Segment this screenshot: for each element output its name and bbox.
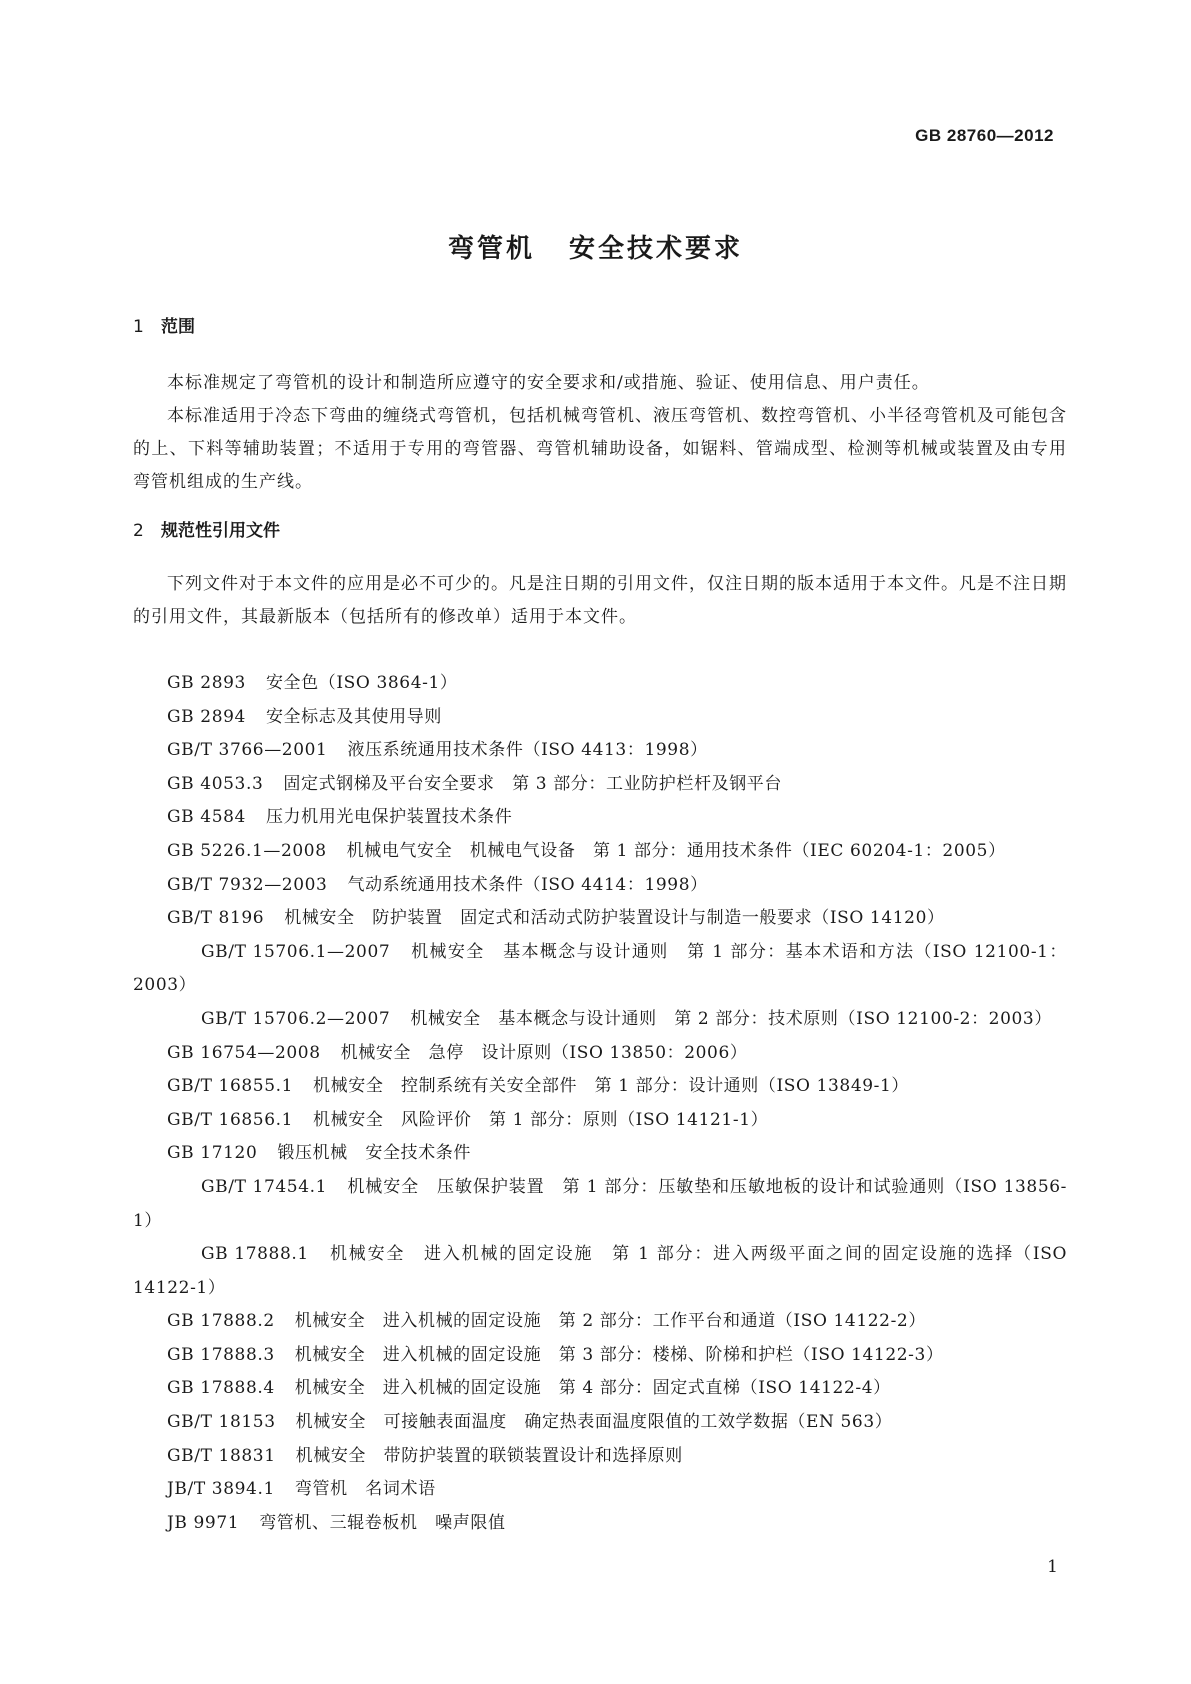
- reference-title: 机械安全 进入机械的固定设施 第 2 部分：工作平台和通道（ISO 14122-2）: [294, 1311, 926, 1332]
- reference-code: GB 2893: [167, 673, 246, 693]
- reference-title: 安全色（ISO 3864-1）: [265, 673, 458, 693]
- reference-code: GB/T 8196: [167, 908, 265, 929]
- reference-title: 压力机用光电保护装置技术条件: [265, 807, 513, 828]
- section-title: 范围: [161, 317, 195, 337]
- reference-title: 弯管机、三辊卷板机 噪声限值: [259, 1512, 506, 1533]
- reference-title: 锻压机械 安全技术条件: [277, 1143, 471, 1164]
- reference-title: 机械安全 控制系统有关安全部件 第 1 部分：设计通则（ISO 13849-1）: [313, 1076, 910, 1097]
- reference-code: GB 17888.2: [167, 1311, 275, 1332]
- reference-item: [133, 869, 1067, 903]
- reference-title: 机械安全 急停 设计原则（ISO 13850：2006）: [340, 1042, 748, 1063]
- reference-code: GB/T 16856.1: [167, 1109, 294, 1130]
- reference-item: [133, 835, 1067, 869]
- reference-code: GB 17120: [167, 1143, 258, 1164]
- section-title: 规范性引用文件: [161, 521, 280, 541]
- reference-title: 机械安全 压敏保护装置 第 1 部分：压敏垫和压敏地板的设计和试验通则（ISO 13856-1）: [133, 1176, 1067, 1231]
- reference-item: [133, 734, 1067, 768]
- reference-item: [133, 1507, 1067, 1541]
- reference-code: GB 2894: [167, 706, 246, 727]
- reference-title: 机械安全 进入机械的固定设施 第 4 部分：固定式直梯（ISO 14122-4）: [294, 1378, 891, 1399]
- reference-item: [133, 1473, 1067, 1507]
- reference-code: GB/T 16855.1: [167, 1076, 294, 1097]
- reference-item: [133, 801, 1067, 835]
- reference-item: [133, 667, 1067, 701]
- reference-code: GB/T 15706.2—2007: [201, 1008, 391, 1029]
- reference-code: GB/T 17454.1: [201, 1176, 328, 1197]
- scope-paragraph-2: 本标准适用于冷态下弯曲的缠绕式弯管机，包括机械弯管机、液压弯管机、数控弯管机、小半径弯管机及可能包含的上、下料等辅助装置；不适用于专用的弯管器、弯管机辅助设备，如锯料、管端成型、检测等机械或装置及由专用弯管机组成的生产线。: [133, 406, 1067, 492]
- reference-code: JB/T 3894.1: [167, 1479, 275, 1500]
- reference-item: [133, 1171, 1067, 1238]
- reference-title: 气动系统通用技术条件（ISO 4414：1998）: [347, 874, 708, 895]
- reference-code: GB/T 3766—2001: [167, 740, 328, 761]
- reference-title: 安全标志及其使用导则: [265, 706, 442, 727]
- reference-item: [133, 1104, 1067, 1138]
- reference-item: [133, 1339, 1067, 1373]
- reference-code: GB 5226.1—2008: [167, 840, 327, 861]
- reference-item: [133, 1305, 1067, 1339]
- title-part-2: 安全技术要求: [569, 234, 744, 264]
- document-title: [0, 228, 1191, 265]
- references-intro-paragraph: 下列文件对于本文件的应用是必不可少的。凡是注日期的引用文件，仅注日期的版本适用于本文件。凡是不注日期的引用文件，其最新版本（包括所有的修改单）适用于本文件。: [133, 574, 1067, 627]
- reference-title: 机械安全 防护装置 固定式和活动式防护装置设计与制造一般要求（ISO 14120）: [284, 908, 945, 929]
- reference-item: [133, 1137, 1067, 1171]
- title-part-1: 弯管机: [447, 234, 535, 264]
- page-number: 1: [1047, 1557, 1058, 1577]
- reference-item: [133, 768, 1067, 802]
- section-heading-scope: [133, 312, 195, 337]
- reference-code: GB 16754—2008: [167, 1042, 321, 1063]
- reference-title: 机械安全 进入机械的固定设施 第 3 部分：楼梯、阶梯和护栏（ISO 14122-3）: [294, 1344, 944, 1365]
- reference-code: GB 4584: [167, 807, 246, 828]
- reference-code: GB 17888.1: [201, 1244, 309, 1265]
- reference-code: GB 4053.3: [167, 773, 264, 794]
- reference-title: 机械安全 可接触表面温度 确定热表面温度限值的工效学数据（EN 563）: [295, 1412, 893, 1433]
- reference-item: [133, 1003, 1067, 1037]
- reference-item: [133, 1070, 1067, 1104]
- reference-code: GB 17888.4: [167, 1378, 275, 1399]
- section-number: 1: [133, 317, 144, 337]
- section-number: 2: [133, 521, 144, 541]
- reference-code: GB/T 7932—2003: [167, 874, 328, 895]
- reference-item: [133, 701, 1067, 735]
- reference-item: [133, 1372, 1067, 1406]
- reference-title: 机械安全 基本概念与设计通则 第 2 部分：技术原则（ISO 12100-2：2003）: [410, 1008, 1052, 1029]
- reference-title: 机械电气安全 机械电气设备 第 1 部分：通用技术条件（IEC 60204-1：2005）: [346, 840, 1006, 861]
- standard-code: GB 28760—2012: [915, 126, 1054, 145]
- reference-title: 机械安全 进入机械的固定设施 第 1 部分：进入两级平面之间的固定设施的选择（ISO 14122-1）: [133, 1244, 1067, 1298]
- reference-list: [133, 667, 1067, 1540]
- reference-code: GB/T 15706.1—2007: [201, 941, 391, 962]
- reference-item: [133, 902, 1067, 936]
- reference-code: GB/T 18831: [167, 1445, 276, 1466]
- reference-title: 弯管机 名词术语: [294, 1479, 436, 1500]
- reference-title: 机械安全 带防护装置的联锁装置设计和选择原则: [295, 1445, 683, 1466]
- reference-title: 液压系统通用技术条件（ISO 4413：1998）: [347, 740, 708, 761]
- reference-item: [133, 1238, 1067, 1305]
- reference-title: 固定式钢梯及平台安全要求 第 3 部分：工业防护栏杆及钢平台: [283, 773, 782, 794]
- reference-title: 机械安全 风险评价 第 1 部分：原则（ISO 14121-1）: [313, 1109, 769, 1130]
- scope-paragraph-1: 本标准规定了弯管机的设计和制造所应遵守的安全要求和/或措施、验证、使用信息、用户责任。: [167, 373, 930, 393]
- section-heading-normative-references: [133, 516, 280, 541]
- reference-item: [133, 1440, 1067, 1474]
- reference-code: GB 17888.3: [167, 1344, 275, 1365]
- reference-item: [133, 1406, 1067, 1440]
- reference-item: [133, 1037, 1067, 1071]
- reference-title: 机械安全 基本概念与设计通则 第 1 部分：基本术语和方法（ISO 12100-1：2003）: [133, 941, 1067, 996]
- reference-item: [133, 936, 1067, 1003]
- reference-code: GB/T 18153: [167, 1412, 276, 1433]
- reference-code: JB 9971: [167, 1512, 240, 1533]
